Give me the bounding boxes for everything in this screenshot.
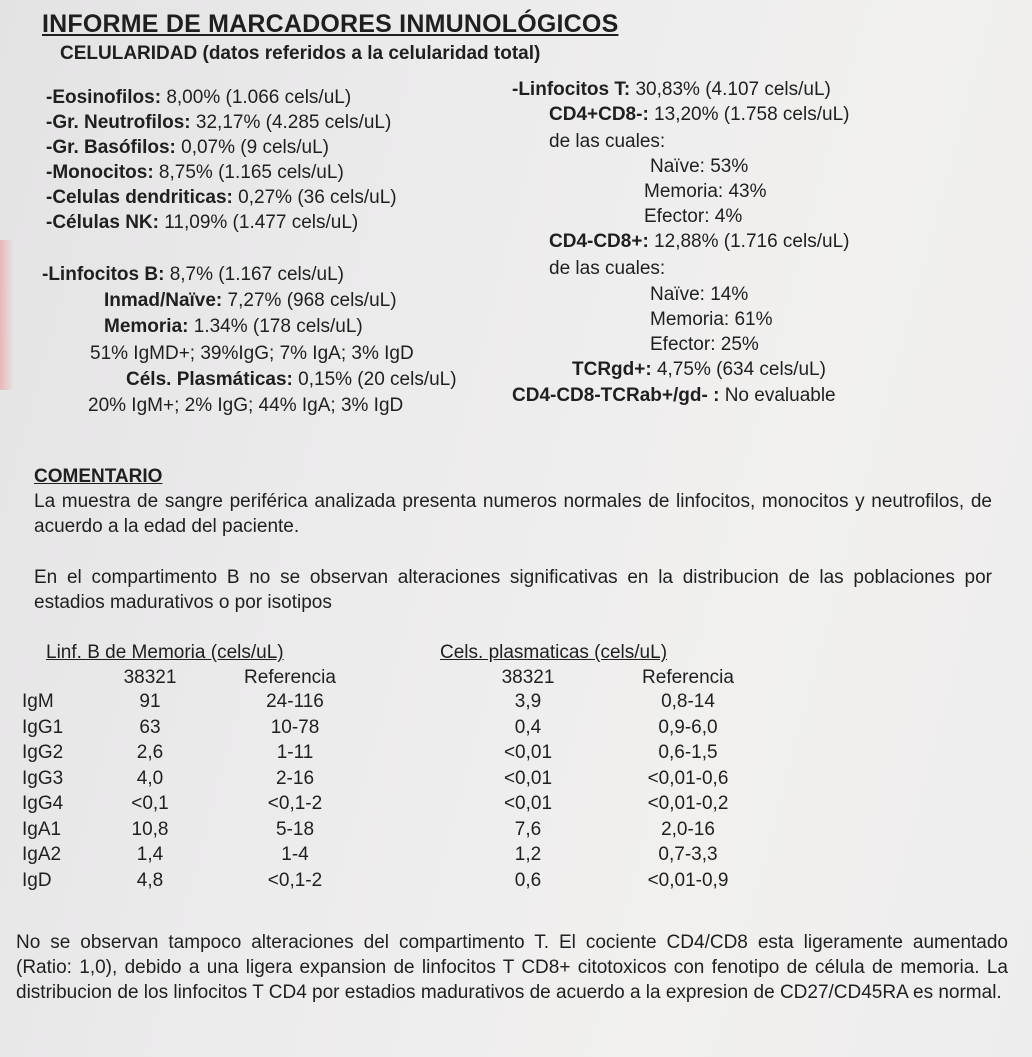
marker-label: CD4-CD8-TCRab+/gd- :	[512, 385, 720, 406]
comentario-paragraph-3: No se observan tampoco alteraciones del compartimento T. El cociente CD4/CD8 esta ligeramente aumentado (Ratio: 1,0), debido a una ligera expansion de linfocitos T CD8+ citotoxicos con fenotipo de célula de memoria. La distribucion de los linfocitos T CD4 por estadios madurativos de acuerdo a la expresion de CD27/CD45RA es normal.	[16, 932, 1008, 1003]
comentario-paragraph-2: En el compartimento B no se observan alteraciones significativas en la distribucion de las poblaciones por estadios madurativos o por isotipos	[34, 567, 992, 613]
marker-basofilos	[46, 137, 329, 159]
cd4-naive: Naïve: 53%	[650, 156, 749, 177]
plasma-reference: 0,8-14	[661, 691, 715, 712]
isotype-label: IgM	[22, 691, 54, 712]
marker-value: 30,83% (4.107 cels/uL)	[630, 79, 831, 100]
memoria-value: 91	[139, 691, 161, 712]
marker-label: -Monocitos:	[46, 162, 154, 183]
marker-value: 13,20% (1.758 cels/uL)	[648, 104, 850, 125]
memoria-reference: 5-18	[275, 818, 315, 840]
col-sample-plasma: 38321	[501, 667, 555, 688]
plasma-reference: 2,0-16	[661, 818, 715, 840]
isotype-label: IgG1	[22, 716, 64, 738]
isotype-label: IgG4	[22, 793, 64, 814]
marker-nk	[46, 212, 358, 234]
plasma-value: 7,6	[514, 818, 542, 840]
de-las-cuales: de las cuales:	[549, 131, 666, 152]
memoria-reference: 24-116	[266, 691, 324, 712]
isotype-label: IgG2	[22, 742, 64, 763]
marker-value: 0,07% (9 cels/uL)	[175, 137, 329, 158]
plasma-value: 3,9	[514, 691, 542, 712]
marker-value: No evaluable	[719, 385, 836, 406]
isotype-label: IgA1	[22, 818, 62, 840]
cd4-memoria: Memoria: 43%	[644, 181, 767, 202]
marker-label: -Linfocitos B:	[42, 264, 165, 285]
table-header-memoria: Linf. B de Memoria (cels/uL)	[46, 642, 284, 663]
plasma-value: <0,01	[503, 767, 553, 789]
linfocitos-b-memoria	[104, 316, 363, 338]
memoria-reference: 1-4	[281, 844, 309, 865]
isotype-label: IgD	[22, 869, 52, 891]
plasma-isotypes: 20% IgM+; 2% IgG; 44% IgA; 3% IgD	[88, 395, 404, 416]
linfocitos-b-inmad	[104, 290, 397, 312]
isotype-label: IgA2	[22, 844, 62, 865]
memoria-isotypes: 51% IgMD+; 39%IgG; 7% IgA; 3% IgD	[90, 343, 414, 364]
marker-label: Inmad/Naïve:	[104, 290, 223, 311]
marker-label: CD4-CD8+:	[549, 231, 649, 252]
marker-label: -Eosinofilos:	[46, 87, 162, 108]
table-header-plasma: Cels. plasmaticas (cels/uL)	[440, 642, 668, 663]
linfocitos-t	[512, 79, 831, 101]
cd8-efector: Efector: 25%	[650, 334, 759, 355]
comentario-heading: COMENTARIO	[34, 466, 163, 487]
report-subtitle: CELULARIDAD (datos referidos a la celularidad total)	[60, 43, 541, 64]
comentario-paragraph-1: La muestra de sangre periférica analizada presenta numeros normales de linfocitos, monocitos y neutrofilos, de acuerdo a la edad del paciente.	[34, 491, 992, 537]
memoria-value: 4,8	[136, 869, 164, 891]
marker-value: 11,09% (1.477 cels/uL)	[158, 212, 359, 233]
plasma-value: 0,6	[514, 869, 542, 891]
marker-value: 0,27% (36 cels/uL)	[232, 187, 397, 208]
linfocitos-b-plasma	[126, 369, 457, 391]
tcrgd	[572, 359, 826, 381]
col-ref-plasma: Referencia	[642, 667, 734, 688]
plasma-value: 1,2	[514, 844, 542, 865]
de-las-cuales: de las cuales:	[549, 258, 666, 279]
marker-label: -Linfocitos T:	[512, 79, 631, 100]
marker-label: Memoria:	[104, 316, 189, 337]
marker-eosinofilos	[46, 87, 351, 109]
marker-value: 4,75% (634 cels/uL)	[651, 359, 826, 380]
marker-neutrofilos	[46, 112, 391, 134]
marker-value: 1.34% (178 cels/uL)	[188, 316, 363, 337]
plasma-reference: 0,6-1,5	[658, 742, 718, 763]
marker-label: CD4+CD8-:	[549, 104, 649, 125]
memoria-value: 63	[139, 716, 161, 738]
marker-value: 32,17% (4.285 cels/uL)	[190, 112, 392, 133]
cd4-efector: Efector: 4%	[644, 206, 743, 227]
marker-monocitos	[46, 162, 344, 184]
cd8-memoria: Memoria: 61%	[650, 309, 773, 330]
marker-value: 8,7% (1.167 cels/uL)	[164, 264, 344, 285]
memoria-value: <0,1	[131, 793, 169, 814]
memoria-reference: 2-16	[275, 767, 315, 789]
linfocitos-b	[42, 264, 344, 286]
memoria-value: 2,6	[136, 742, 164, 763]
plasma-value: <0,01	[503, 793, 553, 814]
marker-label: -Gr. Neutrofilos:	[46, 112, 191, 133]
paper-edge-shadow	[0, 240, 14, 390]
double-negative	[512, 385, 836, 407]
marker-label: -Células NK:	[46, 212, 159, 233]
plasma-reference: <0,01-0,9	[647, 869, 729, 891]
plasma-reference: <0,01-0,2	[647, 793, 729, 814]
cd8-naive: Naïve: 14%	[650, 284, 749, 305]
memoria-value: 1,4	[136, 844, 164, 865]
marker-label: -Gr. Basófilos:	[46, 137, 176, 158]
marker-value: 0,15% (20 cels/uL)	[292, 369, 457, 390]
plasma-reference: <0,01-0,6	[647, 767, 729, 789]
memoria-reference: <0,1-2	[267, 869, 323, 891]
marker-label: Céls. Plasmáticas:	[126, 369, 293, 390]
memoria-value: 4,0	[136, 767, 164, 789]
memoria-value: 10,8	[131, 818, 169, 840]
memoria-reference: <0,1-2	[267, 793, 323, 814]
marker-value: 12,88% (1.716 cels/uL)	[648, 231, 850, 252]
isotype-label: IgG3	[22, 767, 64, 789]
cd4-cd8-neg	[549, 104, 849, 126]
marker-value: 8,75% (1.165 cels/uL)	[153, 162, 344, 183]
marker-label: TCRgd+:	[572, 359, 652, 380]
col-sample-memoria: 38321	[123, 667, 177, 688]
plasma-value: 0,4	[514, 716, 542, 738]
col-ref-memoria: Referencia	[244, 667, 336, 688]
memoria-reference: 1-11	[276, 742, 314, 763]
marker-value: 8,00% (1.066 cels/uL)	[161, 87, 352, 108]
marker-label: -Celulas dendriticas:	[46, 187, 233, 208]
plasma-reference: 0,9-6,0	[658, 716, 718, 738]
report-title: INFORME DE MARCADORES INMUNOLÓGICOS	[42, 10, 619, 38]
memoria-reference: 10-78	[270, 716, 320, 738]
marker-dendriticas	[46, 187, 397, 209]
cd8-cd4-neg	[549, 231, 849, 253]
plasma-reference: 0,7-3,3	[658, 844, 718, 865]
plasma-value: <0,01	[503, 742, 553, 763]
marker-value: 7,27% (968 cels/uL)	[222, 290, 397, 311]
